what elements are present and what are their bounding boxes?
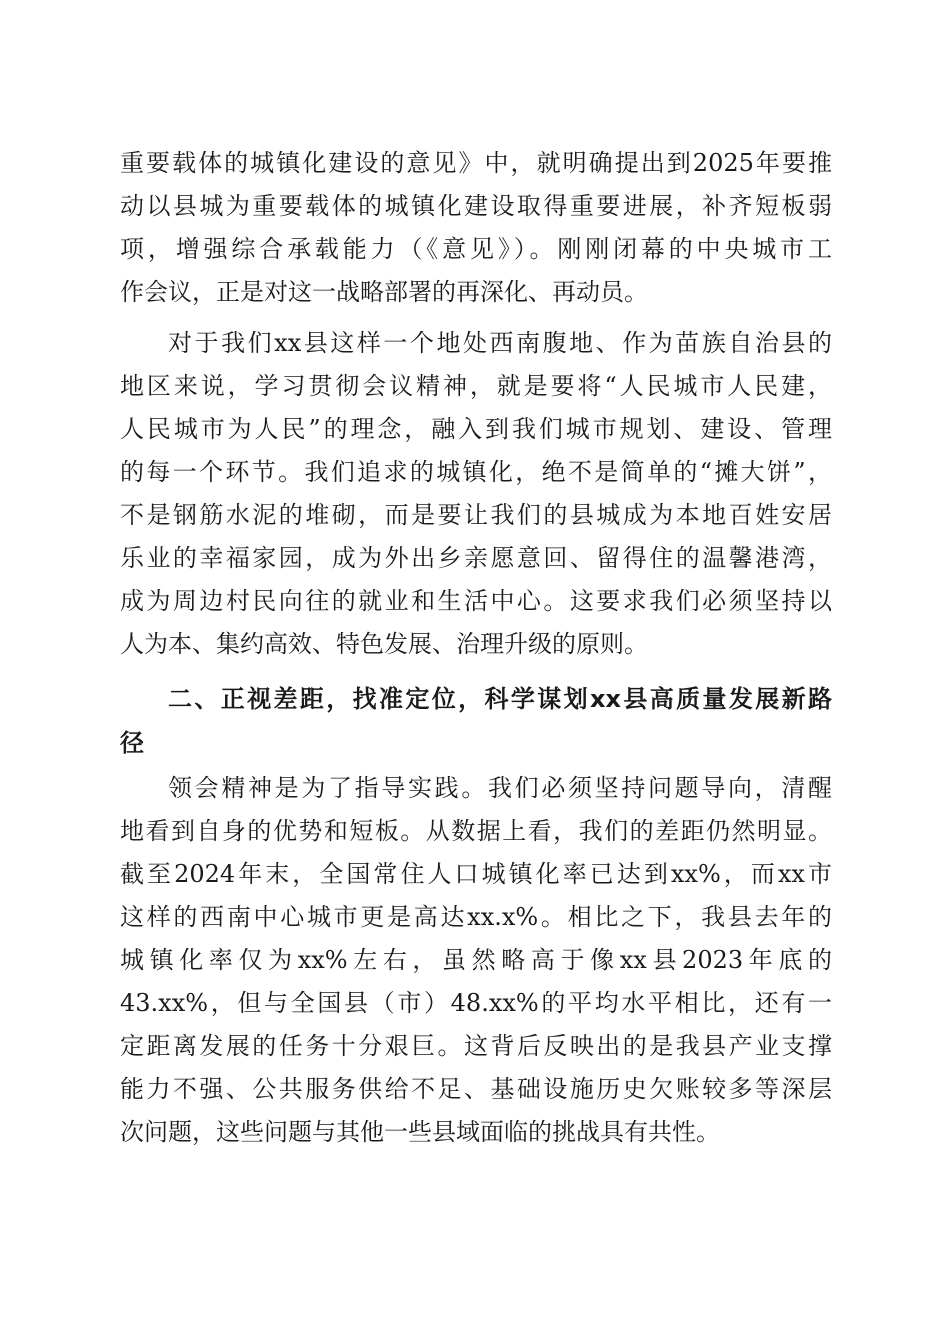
- text-line-1: 重要载体的城镇化建设的意见》中，就明确提出到2025年要推: [120, 149, 832, 177]
- text-line-7: 人民城市为人民”的理念，融入到我们城市规划、建设、管理: [120, 415, 832, 443]
- text-line-20: 43.xx%，但与全国县（市）48.xx%的平均水平相比，还有一: [120, 989, 832, 1017]
- text-line-3: 项，增强综合承载能力（《意见》）。刚刚闭幕的中央城市工: [120, 235, 832, 263]
- section-heading-continued: 径: [120, 729, 144, 757]
- text-line-16: 地看到自身的优势和短板。从数据上看，我们的差距仍然明显。: [120, 817, 832, 845]
- text-line-12: 人为本、集约高效、特色发展、治理升级的原则。: [120, 630, 648, 658]
- text-line-6: 地区来说，学习贯彻会议精神，就是要将“人民城市人民建，: [120, 372, 832, 400]
- text-line-9: 不是钢筋水泥的堆砌，而是要让我们的县城成为本地百姓安居: [120, 501, 832, 529]
- text-line-5: 对于我们xx县这样一个地处西南腹地、作为苗族自治县的: [168, 329, 832, 357]
- text-line-10: 乐业的幸福家园，成为外出乡亲愿意回、留得住的温馨港湾，: [120, 544, 832, 572]
- text-line-18: 这样的西南中心城市更是高达xx.x%。相比之下，我县去年的: [120, 903, 832, 931]
- text-line-21: 定距离发展的任务十分艰巨。这背后反映出的是我县产业支撑: [120, 1032, 832, 1060]
- text-line-22: 能力不强、公共服务供给不足、基础设施历史欠账较多等深层: [120, 1075, 832, 1103]
- text-line-8: 的每一个环节。我们追求的城镇化，绝不是简单的“摊大饼”，: [120, 458, 832, 486]
- text-line-17: 截至2024年末，全国常住人口城镇化率已达到xx%，而xx市: [120, 860, 832, 888]
- text-line-15: 领会精神是为了指导实践。我们必须坚持问题导向，清醒: [168, 774, 832, 802]
- section-heading: 二、正视差距，找准定位，科学谋划xx县高质量发展新路: [168, 685, 832, 713]
- text-line-2: 动以县城为重要载体的城镇化建设取得重要进展，补齐短板弱: [120, 192, 832, 220]
- text-line-19: 城镇化率仅为xx%左右，虽然略高于像xx县2023年底的: [120, 946, 832, 974]
- text-line-4: 作会议，正是对这一战略部署的再深化、再动员。: [120, 278, 648, 306]
- text-line-11: 成为周边村民向往的就业和生活中心。这要求我们必须坚持以: [120, 587, 832, 615]
- text-line-23: 次问题，这些问题与其他一些县域面临的挑战具有共性。: [120, 1118, 720, 1146]
